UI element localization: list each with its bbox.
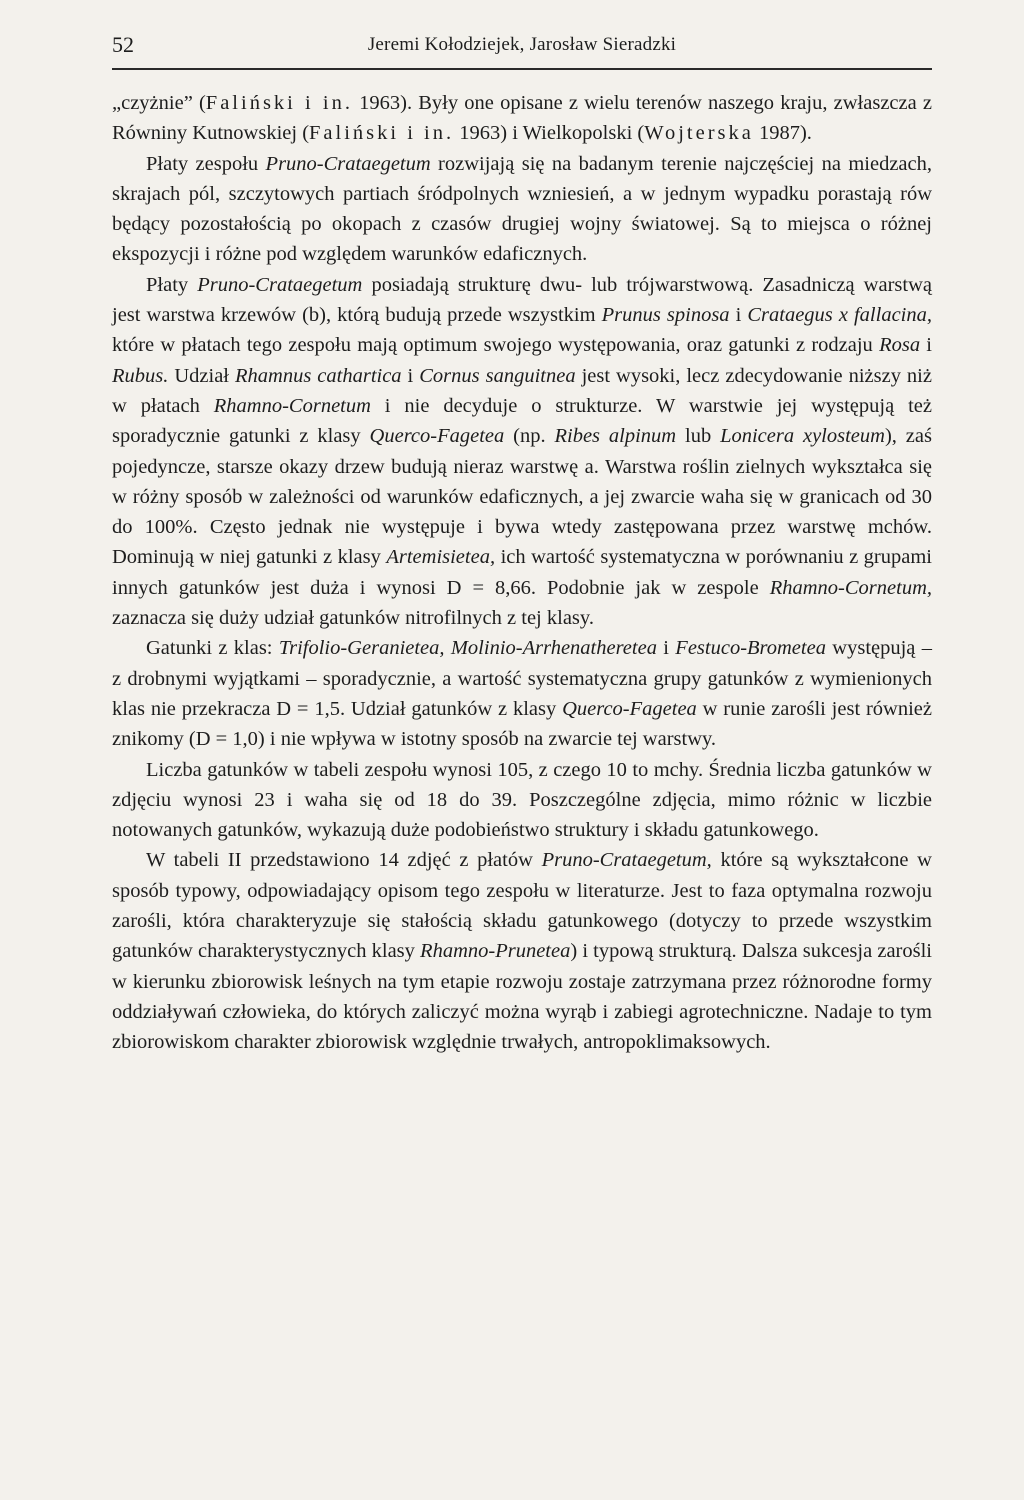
text-run: ), zaś pojedyncze, starsze okazy drzew budują nieraz warstwę a. Warstwa roślin zielnych wykształca się w różny sposób w zależności od warunków edaficznych, a jej zwarcie waha się w granicach od 30 do 100%. Często jednak nie występuje i bywa wtedy zastępowana przez warstwę mchów. Dominują w niej gatunki z klasy	[112, 425, 932, 569]
text-run: i nie decyduje o strukturze. W warstwie jej występują też sporadycznie gatunki z klasy	[112, 394, 932, 448]
italic-taxon-name: Querco-Fagetea	[369, 425, 505, 448]
paragraph	[112, 633, 932, 754]
text-run: Płaty zespołu	[146, 152, 266, 175]
italic-taxon-name: Rhamno-Cornetum	[213, 394, 371, 417]
italic-taxon-name: Crataegus x fallacina,	[747, 304, 932, 327]
text-run: i	[729, 304, 748, 327]
italic-taxon-name: Rubus.	[112, 364, 169, 387]
text-run: i	[920, 334, 932, 357]
page-header	[112, 28, 932, 70]
text-run: i	[401, 364, 420, 387]
italic-taxon-name: Rhamno-Prunetea	[420, 940, 571, 963]
text-run: występują – z drobnymi wyjątkami – sporadycznie, a wartość systematyczna grupy gatunków z wymienionych klas nie przekracza D = 1,5. Udział gatunków z klasy	[112, 637, 932, 720]
text-run: Udział	[168, 364, 235, 387]
text-run: zaznacza się duży udział gatunków nitrofilnych z tej klasy.	[112, 607, 594, 630]
italic-taxon-name: Cornus sanguitnea	[419, 364, 576, 387]
text-run: ) i typową strukturą. Dalsza sukcesja zarośli w kierunku zbiorowisk leśnych na tym etapie rozwoju zostaje zatrzymana przez różnorodne formy oddziaływań człowieka, do których zaliczyć można wyrąb i zabiegi agrotechniczne. Nadaje to tym zbiorowiskom charakter zbiorowisk względnie trwałych, antropoklimaksowych.	[112, 940, 932, 1054]
citation-author: Faliński i in.	[309, 122, 455, 145]
text-run: i	[656, 637, 676, 660]
italic-taxon-name: Pruno-Crataegetum,	[541, 849, 712, 872]
text-run: jest wysoki, lecz zdecydowanie niższy niż w płatach	[112, 364, 932, 417]
text-run: ich wartość systematyczna w porównaniu z grupami innych gatunków jest duża i wynosi D = 8,66. Podobnie jak w zespole	[112, 546, 932, 599]
running-head-authors: Jeremi Kołodziejek, Jarosław Sieradzki	[367, 34, 677, 55]
text-run: „czyżnie” (	[112, 92, 206, 114]
italic-taxon-name: Ribes alpinum	[554, 425, 677, 448]
italic-taxon-name: Rhamnus cathartica	[235, 364, 402, 387]
body-text	[112, 88, 932, 1058]
italic-taxon-name: Prunus spinosa	[601, 304, 730, 327]
text-run: 1963) i Wielkopolski (	[454, 122, 645, 145]
italic-taxon-name: Trifolio-Geranietea, Molinio-Arrhenatheretea	[278, 637, 657, 660]
paragraph	[112, 270, 932, 634]
citation-author: Wojterska	[644, 122, 754, 145]
text-run: Liczba gatunków w tabeli zespołu wynosi 105, z czego 10 to mchy. Średnia liczba gatunków w zdjęciu wynosi 23 i waha się od 18 do 39. Poszczególne zdjęcia, mimo różnic w liczbie notowanych gatunków, wykazują duże podobieństwo struktury i składu gatunkowego.	[112, 758, 932, 842]
text-run: posiadają strukturę dwu- lub trójwarstwową. Zasadniczą warstwą jest warstwa krzewów (b), którą budują przede wszystkim	[112, 273, 932, 327]
text-run: które w płatach tego zespołu mają optimum swojego występowania, oraz gatunki z rodzaju	[112, 334, 880, 357]
text-run: 1987).	[753, 122, 812, 145]
italic-taxon-name: Artemisietea,	[386, 546, 496, 569]
page-number: 52	[112, 32, 134, 57]
text-run: które są wykształcone w sposób typowy, odpowiadający opisom tego zespołu w literaturze. Jest to faza optymalna rozwoju zarośli, która charakteryzuje się stałością składu gatunkowego (dotyczy to przede wszystkim gatunków charakterystycznych klasy	[112, 849, 932, 963]
italic-taxon-name: Festuco-Brometea	[675, 637, 826, 660]
text-run: Gatunki z klas:	[146, 637, 279, 660]
paragraph	[112, 755, 932, 846]
text-run: w runie zarośli jest również znikomy (D = 1,0) i nie wpływa w istotny sposób na zwarcie tej warstwy.	[112, 697, 932, 751]
paragraph	[112, 149, 932, 270]
paragraph	[112, 88, 932, 149]
italic-taxon-name: Pruno-Crataegetum	[265, 152, 431, 175]
text-run: rozwijają się na badanym terenie najczęściej na miedzach, skrajach pól, szczytowych partiach śródpolnych wzniesień, a w jednym wypadku porastają rów będący pozostałością po okopach z czasów drugiej wojny światowej. Są to miejsca o różnej ekspozycji i różne pod względem warunków edaficznych.	[112, 152, 932, 266]
citation-author: Faliński i in.	[205, 92, 353, 114]
paragraph	[112, 845, 932, 1057]
italic-taxon-name: Querco-Fagetea	[562, 697, 697, 720]
text-run: (np.	[504, 425, 555, 448]
text-run: Płaty	[146, 273, 198, 296]
italic-taxon-name: Lonicera xylosteum	[720, 425, 885, 448]
italic-taxon-name: Rhamno-Cornetum,	[769, 576, 932, 599]
italic-taxon-name: Pruno-Crataegetum	[197, 273, 363, 296]
italic-taxon-name: Rosa	[879, 334, 921, 357]
text-run: lub	[676, 425, 721, 448]
text-run: 1963). Były one opisane z wielu terenów naszego kraju, zwłaszcza z Równiny Kutnowskiej (	[112, 92, 932, 145]
text-run: W tabeli II przedstawiono 14 zdjęć z płatów	[146, 849, 542, 872]
